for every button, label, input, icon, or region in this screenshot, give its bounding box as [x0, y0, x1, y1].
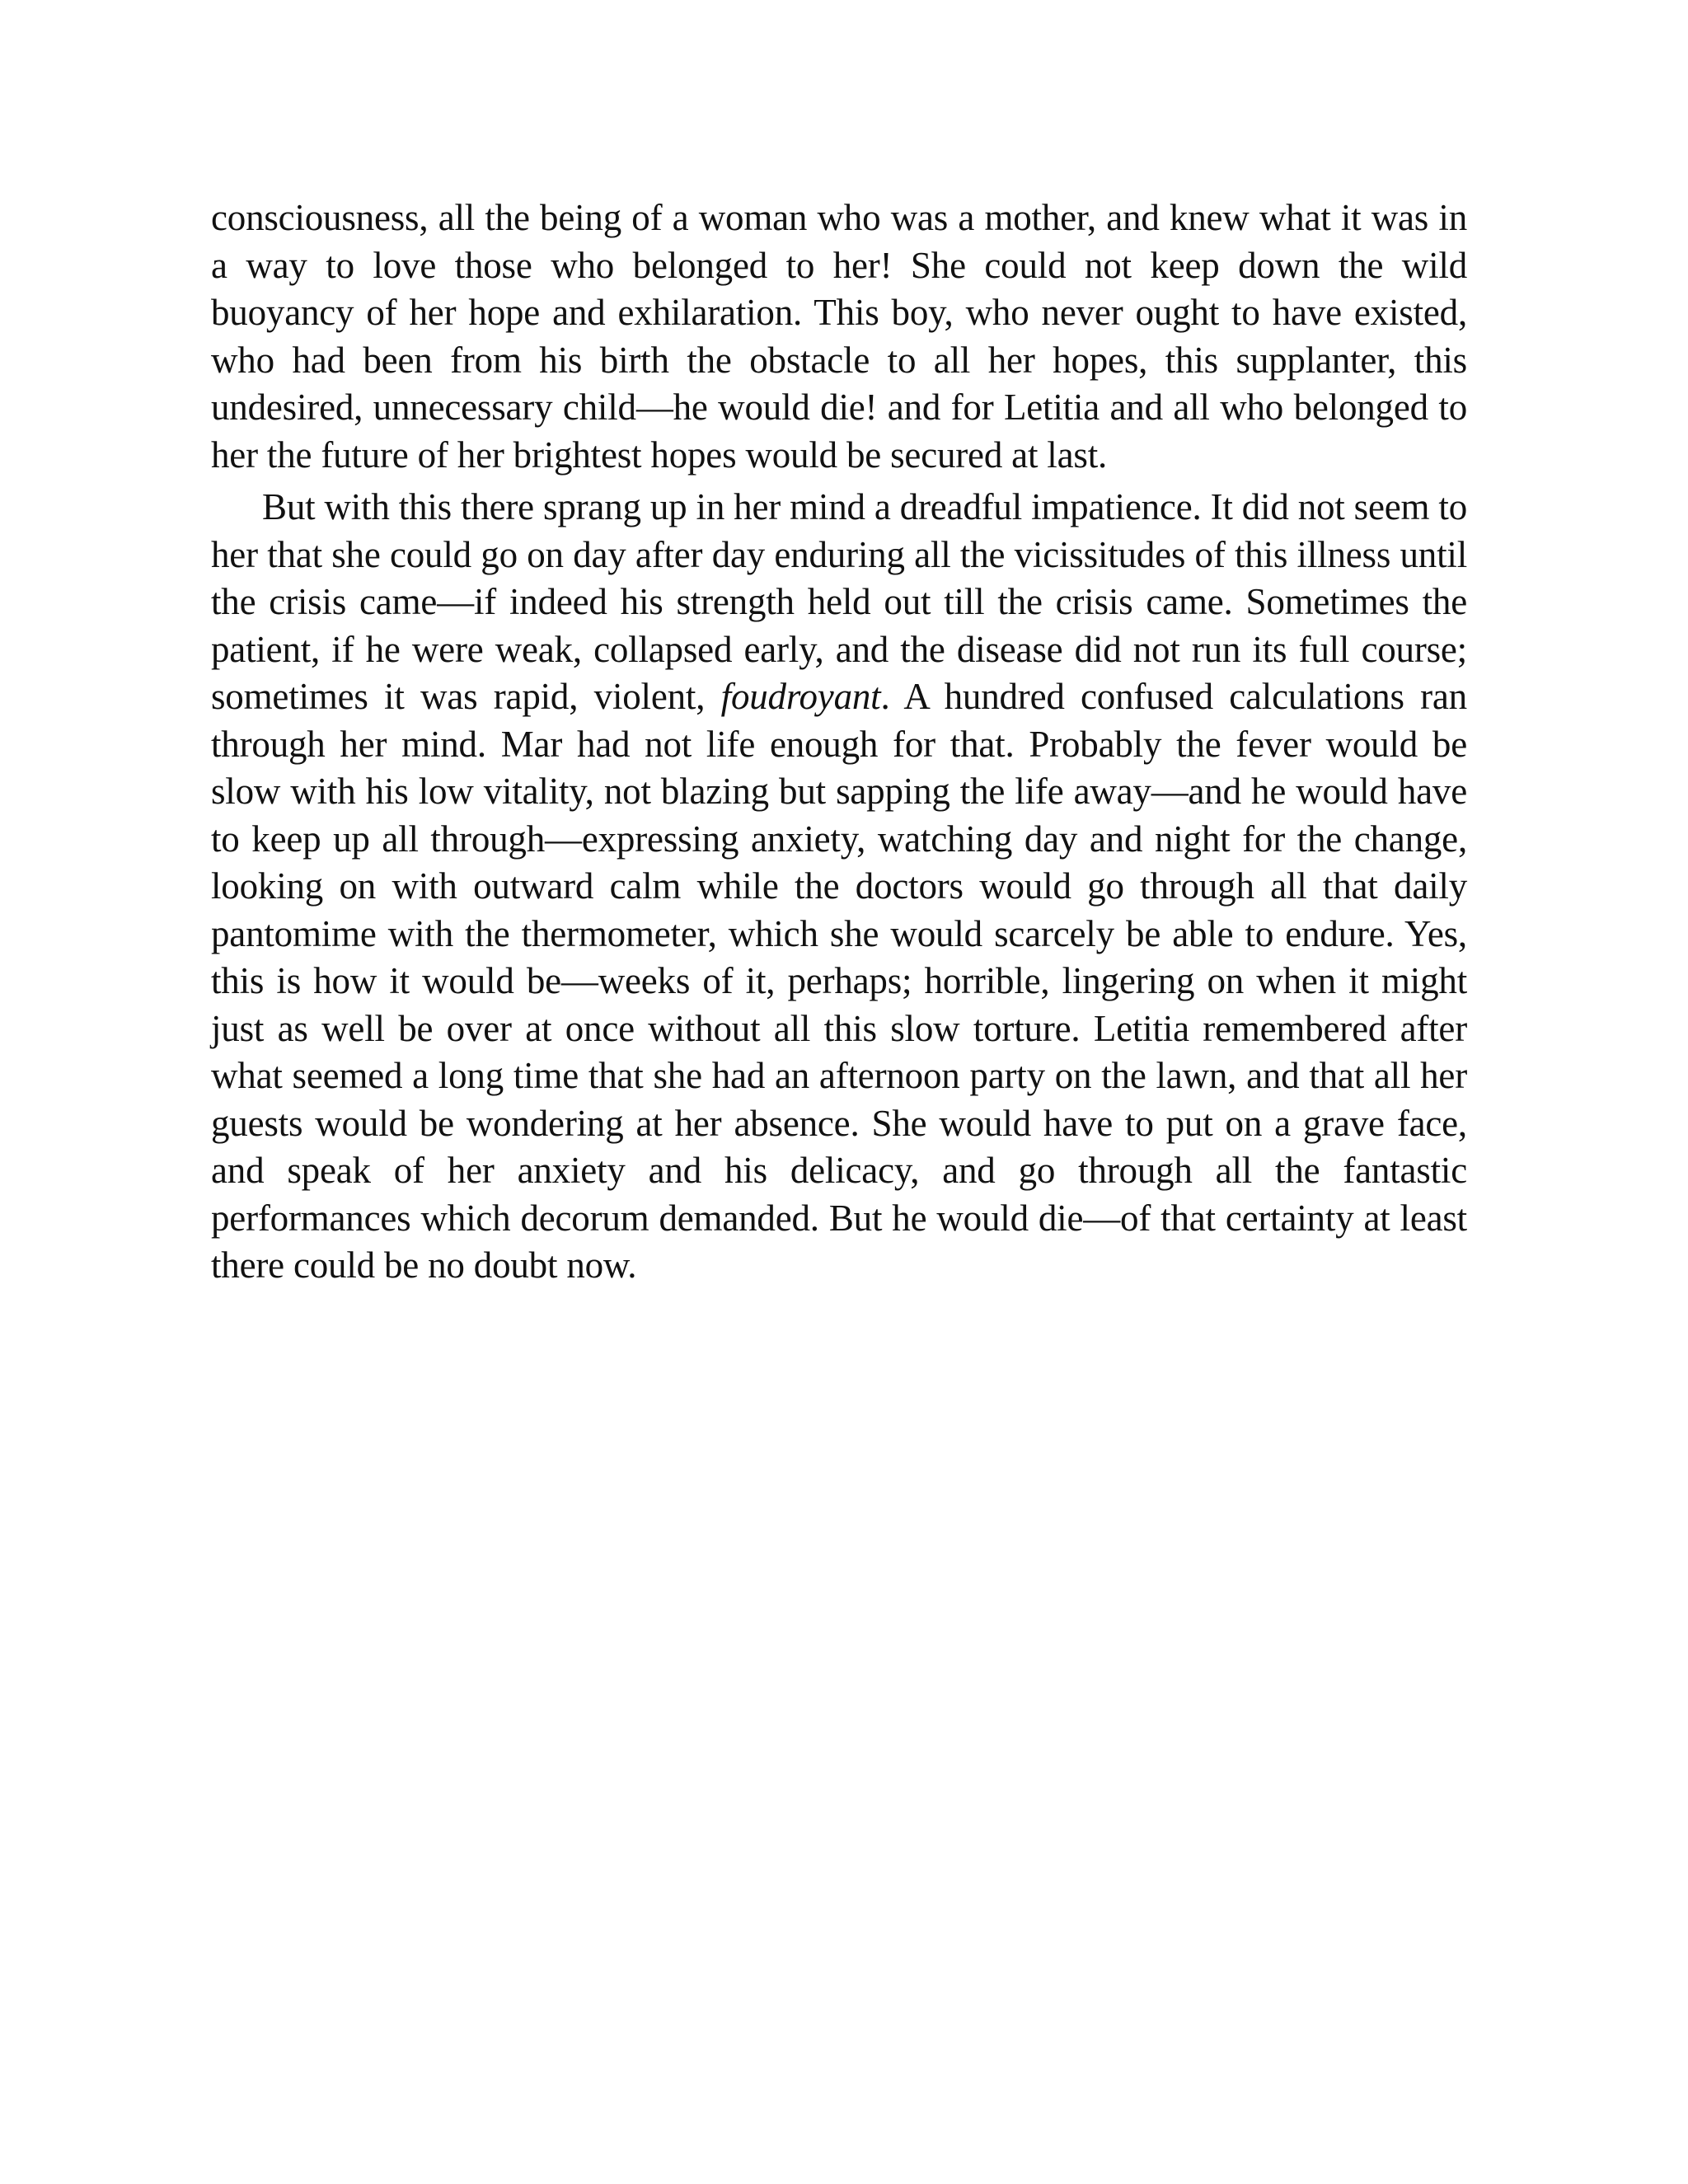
italic-word: foudroyant: [720, 676, 881, 717]
paragraph-1: consciousness, all the being of a woman who was a mother, and knew what it was in a way to love those who belonged to her! She could not keep down the wild buoyancy of her hope and exhilaration. This boy, who never ought to have existed, who had been from his birth the obstacle to all her hopes, this supplanter, this undesired, unnecessary child—he would die! and for Letitia and all who belonged to her the future of her brightest hopes would be secured at last.: [211, 197, 1467, 476]
body-text: [211, 194, 1467, 1290]
paragraph-2: [211, 484, 1467, 1290]
paragraph-2-text-start: But with this there sprang up in her mind a dreadful impatience. It did not seem to her that she could go on day after day enduring all the vicissitudes of this illness until the crisis came—if indeed his strength held out till the crisis came. Sometimes the patient, if he were weak, collapsed early, and the disease did not run its full course; sometimes it was rapid, violent,: [211, 486, 1467, 717]
paragraph-2-text-end: . A hundred confused calculations ran through her mind. Mar had not life enough for that. Probably the fever would be slow with his low vitality, not blazing but sapping the life away—and he would have to keep up all through—expressing anxiety, watching day and night for the change, looking on with outward calm while the doctors would go through all that daily pantomime with the thermometer, which she would scarcely be able to endure. Yes, this is how it would be—weeks of it, perhaps; horrible, lingering on when it might just as well be over at once without all this slow torture. Letitia remembered after what seemed a long time that she had an afternoon party on the lawn, and that all her guests would be wondering at her absence. She would have to put on a grave face, and speak of her anxiety and his delicacy, and go through all the fantastic performances which decorum demanded. But he would die—of that certainty at least there could be no doubt now.: [211, 676, 1467, 1286]
